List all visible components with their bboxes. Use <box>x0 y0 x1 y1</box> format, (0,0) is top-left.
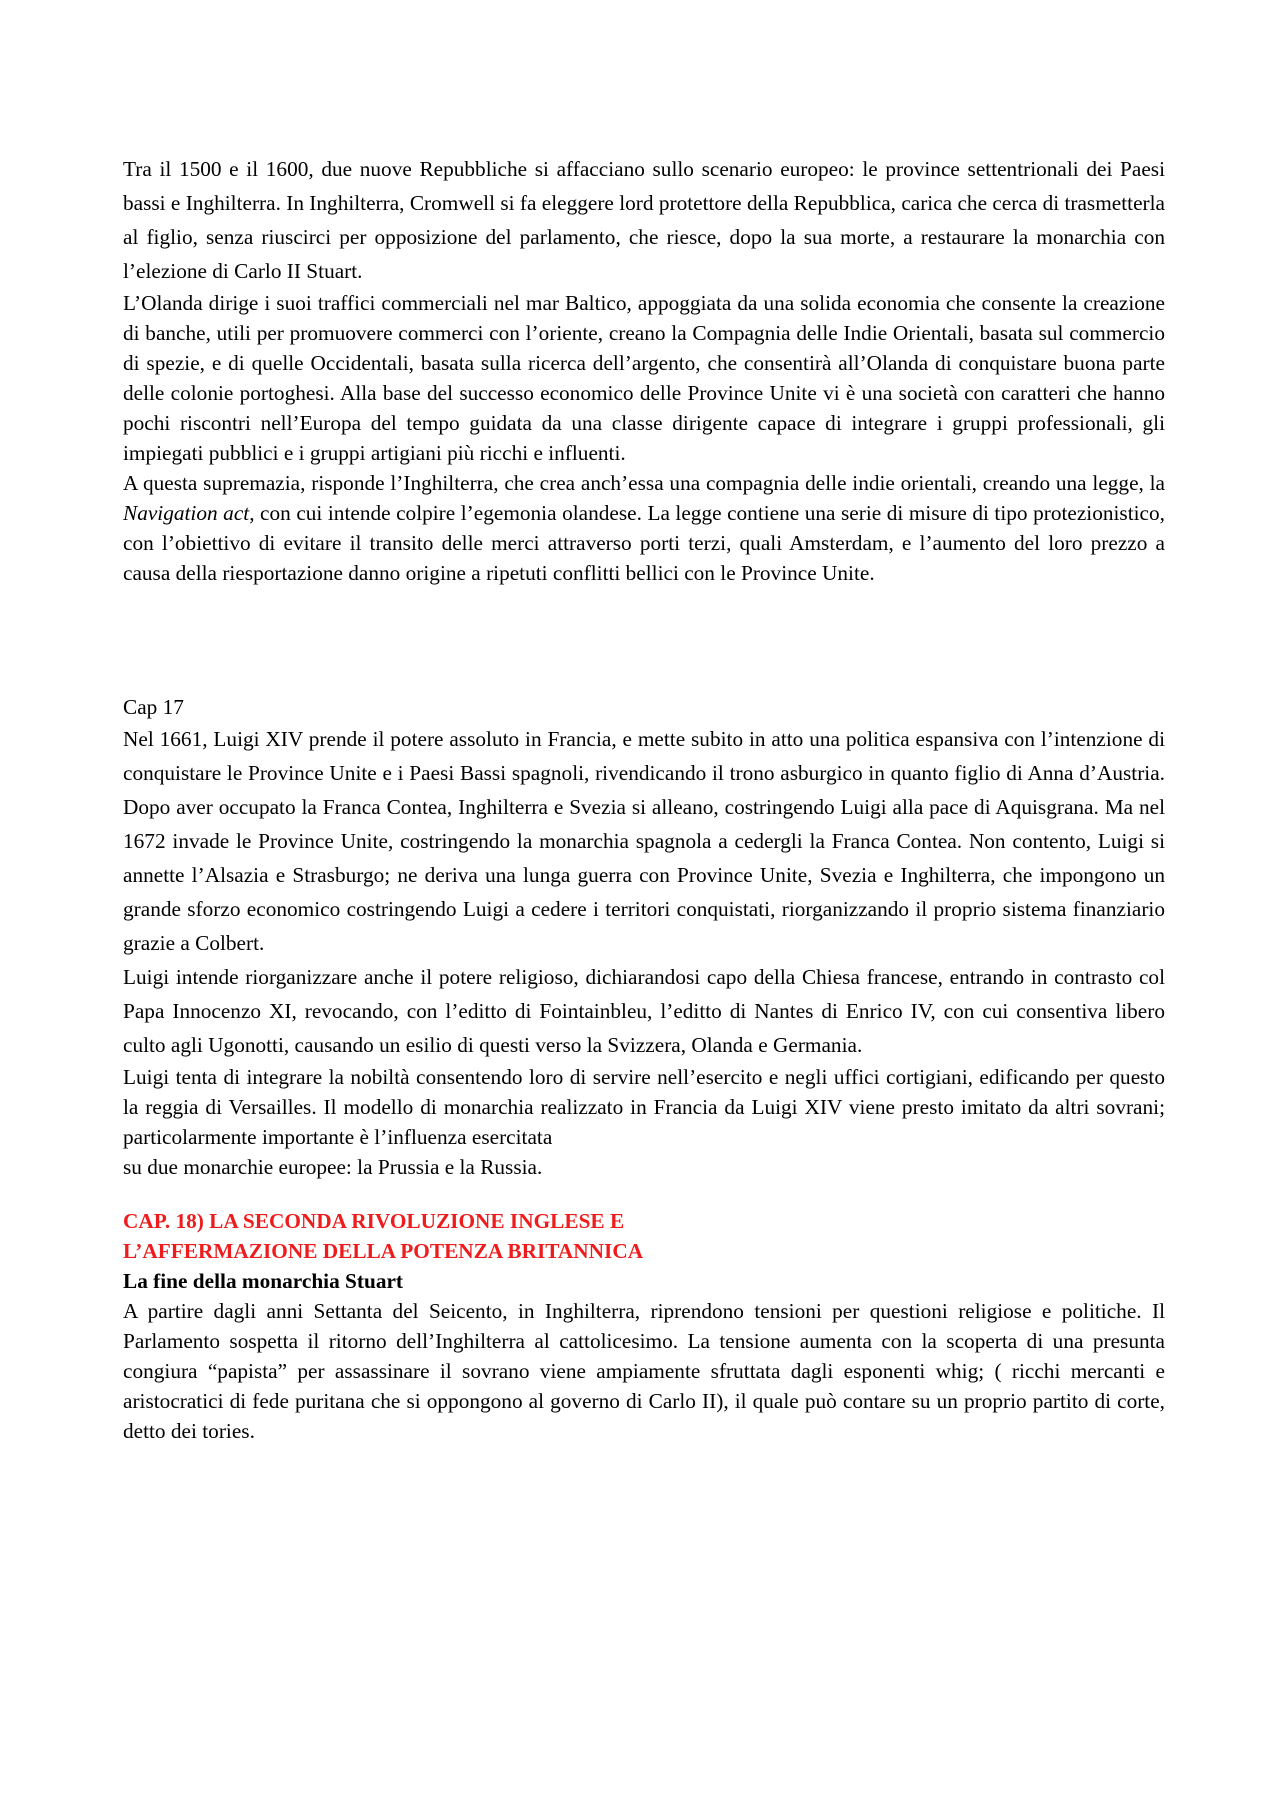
chapter-17-paragraph-3-last-line: su due monarchie europee: la Prussia e la Russia. <box>123 1155 543 1179</box>
intro-paragraph-1: Tra il 1500 e il 1600, due nuove Repubbliche si affacciano sullo scenario europeo: le province settentrionali dei Paesi bassi e Inghilterra. In Inghilterra, Cromwell si fa eleggere lord protettore della Repubblica, carica che cerca di trasmetterla al figlio, senza riuscirci per opposizione del parlamento, che riesce, dopo la sua morte, a restaurare la monarchia con l’elezione di Carlo II Stuart. <box>123 157 1165 283</box>
intro-paragraph-3 <box>123 468 1165 588</box>
chapter-18-subheading: La fine della monarchia Stuart <box>123 1269 404 1293</box>
spacer <box>123 1182 1165 1206</box>
chapter-17-paragraph-2: Luigi intende riorganizzare anche il potere religioso, dichiarandosi capo della Chiesa francese, entrando in contrasto col Papa Innocenzo XI, revocando, con l’editto di Fointainbleu, l’editto di Nantes di Enrico IV, con cui consentiva libero culto agli Ugonotti, causando un esilio di questi verso la Svizzera, Olanda e Germania. <box>123 965 1165 1057</box>
navigation-act-term: Navigation act <box>123 501 250 525</box>
chapter-18-heading-line-1: CAP. 18) LA SECONDA RIVOLUZIONE INGLESE E <box>123 1209 625 1233</box>
intro-paragraph-2: L’Olanda dirige i suoi traffici commerciali nel mar Baltico, appoggiata da una solida economia che consente la creazione di banche, utili per promuovere commerci con l’oriente, creano la Compagnia delle Indie Orientali, basata sul commercio di spezie, e di quelle Occidentali, basata sulla ricerca dell’argento, che consentirà all’Olanda di conquistare buona parte delle colonie portoghesi. Alla base del successo economico delle Province Unite vi è una società con caratteri che hanno pochi riscontri nell’Europa del tempo guidata da una classe dirigente capace di integrare i gruppi professionali, gli impiegati pubblici e i gruppi artigiani più ricchi e influenti. <box>123 291 1165 465</box>
chapter-18-heading-line-2: L’AFFERMAZIONE DELLA POTENZA BRITANNICA <box>123 1239 644 1263</box>
chapter-17-paragraph-1: Nel 1661, Luigi XIV prende il potere assoluto in Francia, e mette subito in atto una politica espansiva con l’intenzione di conquistare le Province Unite e i Paesi Bassi spagnoli, rivendicando il trono asburgico in quanto figlio di Anna d’Austria. Dopo aver occupato la Franca Contea, Inghilterra e Svezia si alleano, costringendo Luigi alla pace di Aquisgrana. Ma nel 1672 invade le Province Unite, costringendo la monarchia spagnola a cedergli la Franca Contea. Non contento, Luigi si annette l’Alsazia e Strasburgo; ne deriva una lunga guerra con Province Unite, Svezia e Inghilterra, che impongono un grande sforzo economico costringendo Luigi a cedere i territori conquistati, riorganizzando il proprio sistema finanziario grazie a Colbert. <box>123 727 1165 955</box>
spacer <box>123 588 1165 692</box>
chapter-18-paragraph-1: A partire dagli anni Settanta del Seicento, in Inghilterra, riprendono tensioni per questioni religiose e politiche. Il Parlamento sospetta il ritorno dell’Inghilterra al cattolicesimo. La tensione aumenta con la scoperta di una presunta congiura “papista” per assassinare il sovrano viene ampiamente sfruttata dagli esponenti whig; ( ricchi mercanti e aristocratici di fede puritana che si oppongono al governo di Carlo II), il quale può contare su un proprio partito di corte, detto dei tories. <box>123 1299 1165 1443</box>
chapter-17-label: Cap 17 <box>123 695 184 719</box>
intro-paragraph-3-part-1: A questa supremazia, risponde l’Inghilterra, che crea anch’essa una compagnia delle indie orientali, creando una legge, la <box>123 471 1165 495</box>
document-page <box>123 152 1165 1446</box>
intro-paragraph-3-part-2: , con cui intende colpire l’egemonia olandese. La legge contiene una serie di misure di tipo protezionistico, con l’obiettivo di evitare il transito delle merci attraverso porti terzi, quali Amsterdam, e l’aumento del loro prezzo a causa della riesportazione danno origine a ripetuti conflitti bellici con le Province Unite. <box>123 501 1165 585</box>
chapter-17-paragraph-3: Luigi tenta di integrare la nobiltà consentendo loro di servire nell’esercito e negli uffici cortigiani, edificando per questo la reggia di Versailles. Il modello di monarchia realizzato in Francia da Luigi XIV viene presto imitato da altri sovrani; particolarmente importante è l’influenza esercitata <box>123 1065 1165 1149</box>
